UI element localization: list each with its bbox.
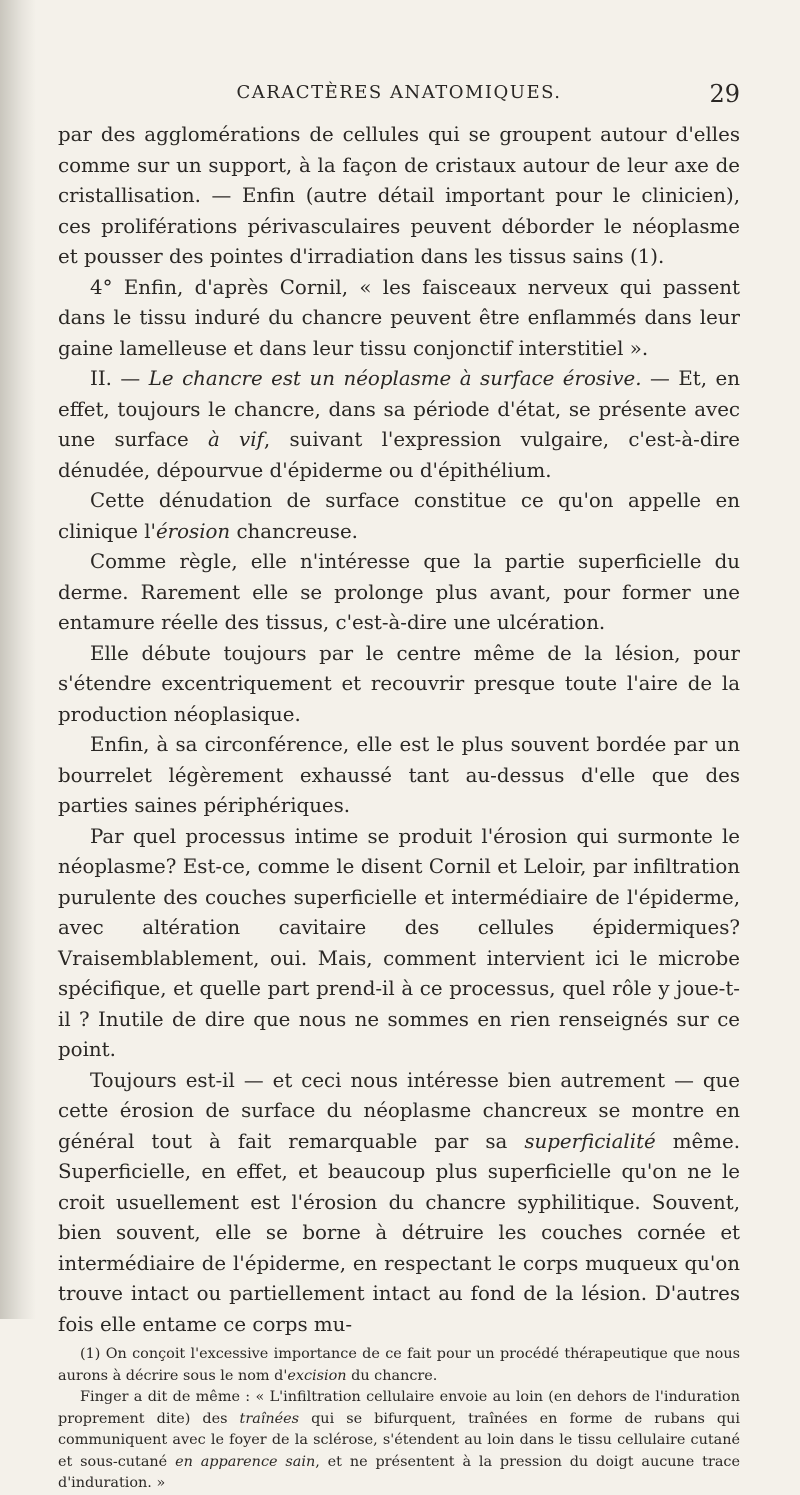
text-run: Comme règle, elle n'intéresse que la partie superficielle du derme. Rarement elle se prolonge plus avant, pour former une entamure réelle des tissus, c'est-à-dire une ulcération. <box>58 550 740 634</box>
italic-text: Le chancre est un néoplasme à surface érosive. <box>148 367 642 390</box>
page-edge-shadow <box>0 0 36 1319</box>
paragraph <box>58 822 740 1066</box>
text-run: Cette dénudation de surface constitue ce qu'on appelle en clinique l' <box>58 489 740 543</box>
footnote <box>58 1344 740 1387</box>
paragraph <box>58 1066 740 1341</box>
text-run: par des agglomérations de cellules qui se groupent autour d'elles comme sur un support, à la façon de cristaux autour de leur axe de cristallisation. — Enfin (autre détail important pour le clinicien), ces proliférations périvasculaires peuvent déborder le néoplasme et pousser des pointes d'irradiation dans les tissus sains (1). <box>58 123 740 268</box>
text-run: Elle débute toujours par le centre même de la lésion, pour s'étendre excentriquement et recouvrir presque toute l'aire de la production néoplasique. <box>58 641 740 726</box>
footnote <box>58 1387 740 1495</box>
book-page <box>58 80 740 1495</box>
text-run: qui se bifurquent, traînées en forme de rubans qui communiquent avec le foyer de la sclérose, s'étendent au loin dans le tissu cellulaire cutané et sous-cutané <box>58 1410 741 1470</box>
italic-text: en apparence sain <box>175 1453 316 1470</box>
paragraph <box>58 486 740 547</box>
italic-text: érosion <box>155 519 231 543</box>
text-run: Toujours est-il — et ceci nous intéresse bien autrement — que cette érosion de surface du néoplasme chancreux se montre en général tout à fait remarquable par sa <box>58 1068 740 1153</box>
page-number: 29 <box>709 80 740 108</box>
text-run: Par quel processus intime se produit l'érosion qui surmonte le néoplasme? Est-ce, comme le disent Cornil et Leloir, par infiltration purulente des couches superficielle et intermédiaire de l'épiderme, avec altération cavitaire des cellules épidermiques? Vraisemblablement, oui. Mais, comment intervient ici le microbe spécifique, et quelle part prend-il à ce processus, quel rôle y joue-t-il ? Inutile de dire que nous ne sommes en rien renseignés sur ce point. <box>58 824 740 1061</box>
paragraph <box>58 120 740 273</box>
text-run: Enfin, à sa circonférence, elle est le plus souvent bordée par un bourrelet légèrement exhaussé tant au-dessus d'elle que des parties saines périphériques. <box>58 733 740 817</box>
footnotes <box>58 1344 740 1495</box>
text-run: même. Superficielle, en effet, et beaucoup plus superficielle qu'on ne le croit usuellement est l'érosion du chancre syphilitique. Souvent, bien souvent, elle se borne à détruire les couches cornée et intermédiaire de l'épiderme, en respectant le corps muqueux qu'on trouve intact ou partiellement intact au fond de la lésion. D'autres fois elle entame ce corps mu- <box>58 1129 740 1336</box>
body-text <box>58 120 740 1340</box>
text-run: 4° Enfin, d'après Cornil, « les faisceaux nerveux qui passent dans le tissu induré du chancre peuvent être enflammés dans leur gaine lamelleuse et dans leur tissu conjonctif interstitiel ». <box>58 275 740 360</box>
italic-text: à vif <box>207 428 264 451</box>
text-run: , suivant l'expression vulgaire, c'est-à-dire dénudée, dépourvue d'épiderme ou d'épithélium. <box>58 428 740 482</box>
text-run: — Et, en effet, toujours le chancre, dans sa période d'état, se présente avec une surface <box>58 367 740 451</box>
italic-text: excision <box>287 1367 347 1384</box>
text-run: Finger a dit de même : « L'infiltration cellulaire envoie au loin (en dehors de l'induration proprement dite) des <box>58 1389 740 1427</box>
running-head <box>58 80 740 110</box>
text-run: , et ne présentent à la pression du doigt aucune trace d'induration. » <box>58 1453 741 1491</box>
paragraph <box>58 273 740 365</box>
italic-text: superficialité <box>524 1129 656 1153</box>
paragraph <box>58 730 740 822</box>
text-run: (1) On conçoit l'excessive importance de ce fait pour un procédé thérapeutique que nous aurons à décrire sous le nom d' <box>58 1346 740 1384</box>
paragraph <box>58 364 740 486</box>
text-run: II. — <box>90 367 149 390</box>
text-run: du chancre. <box>346 1367 438 1384</box>
paragraph <box>58 639 740 731</box>
italic-text: traînées <box>239 1410 300 1427</box>
text-run: chancreuse. <box>230 519 358 543</box>
running-head-title: CARACTÈRES ANATOMIQUES. <box>236 82 562 103</box>
paragraph <box>58 547 740 639</box>
